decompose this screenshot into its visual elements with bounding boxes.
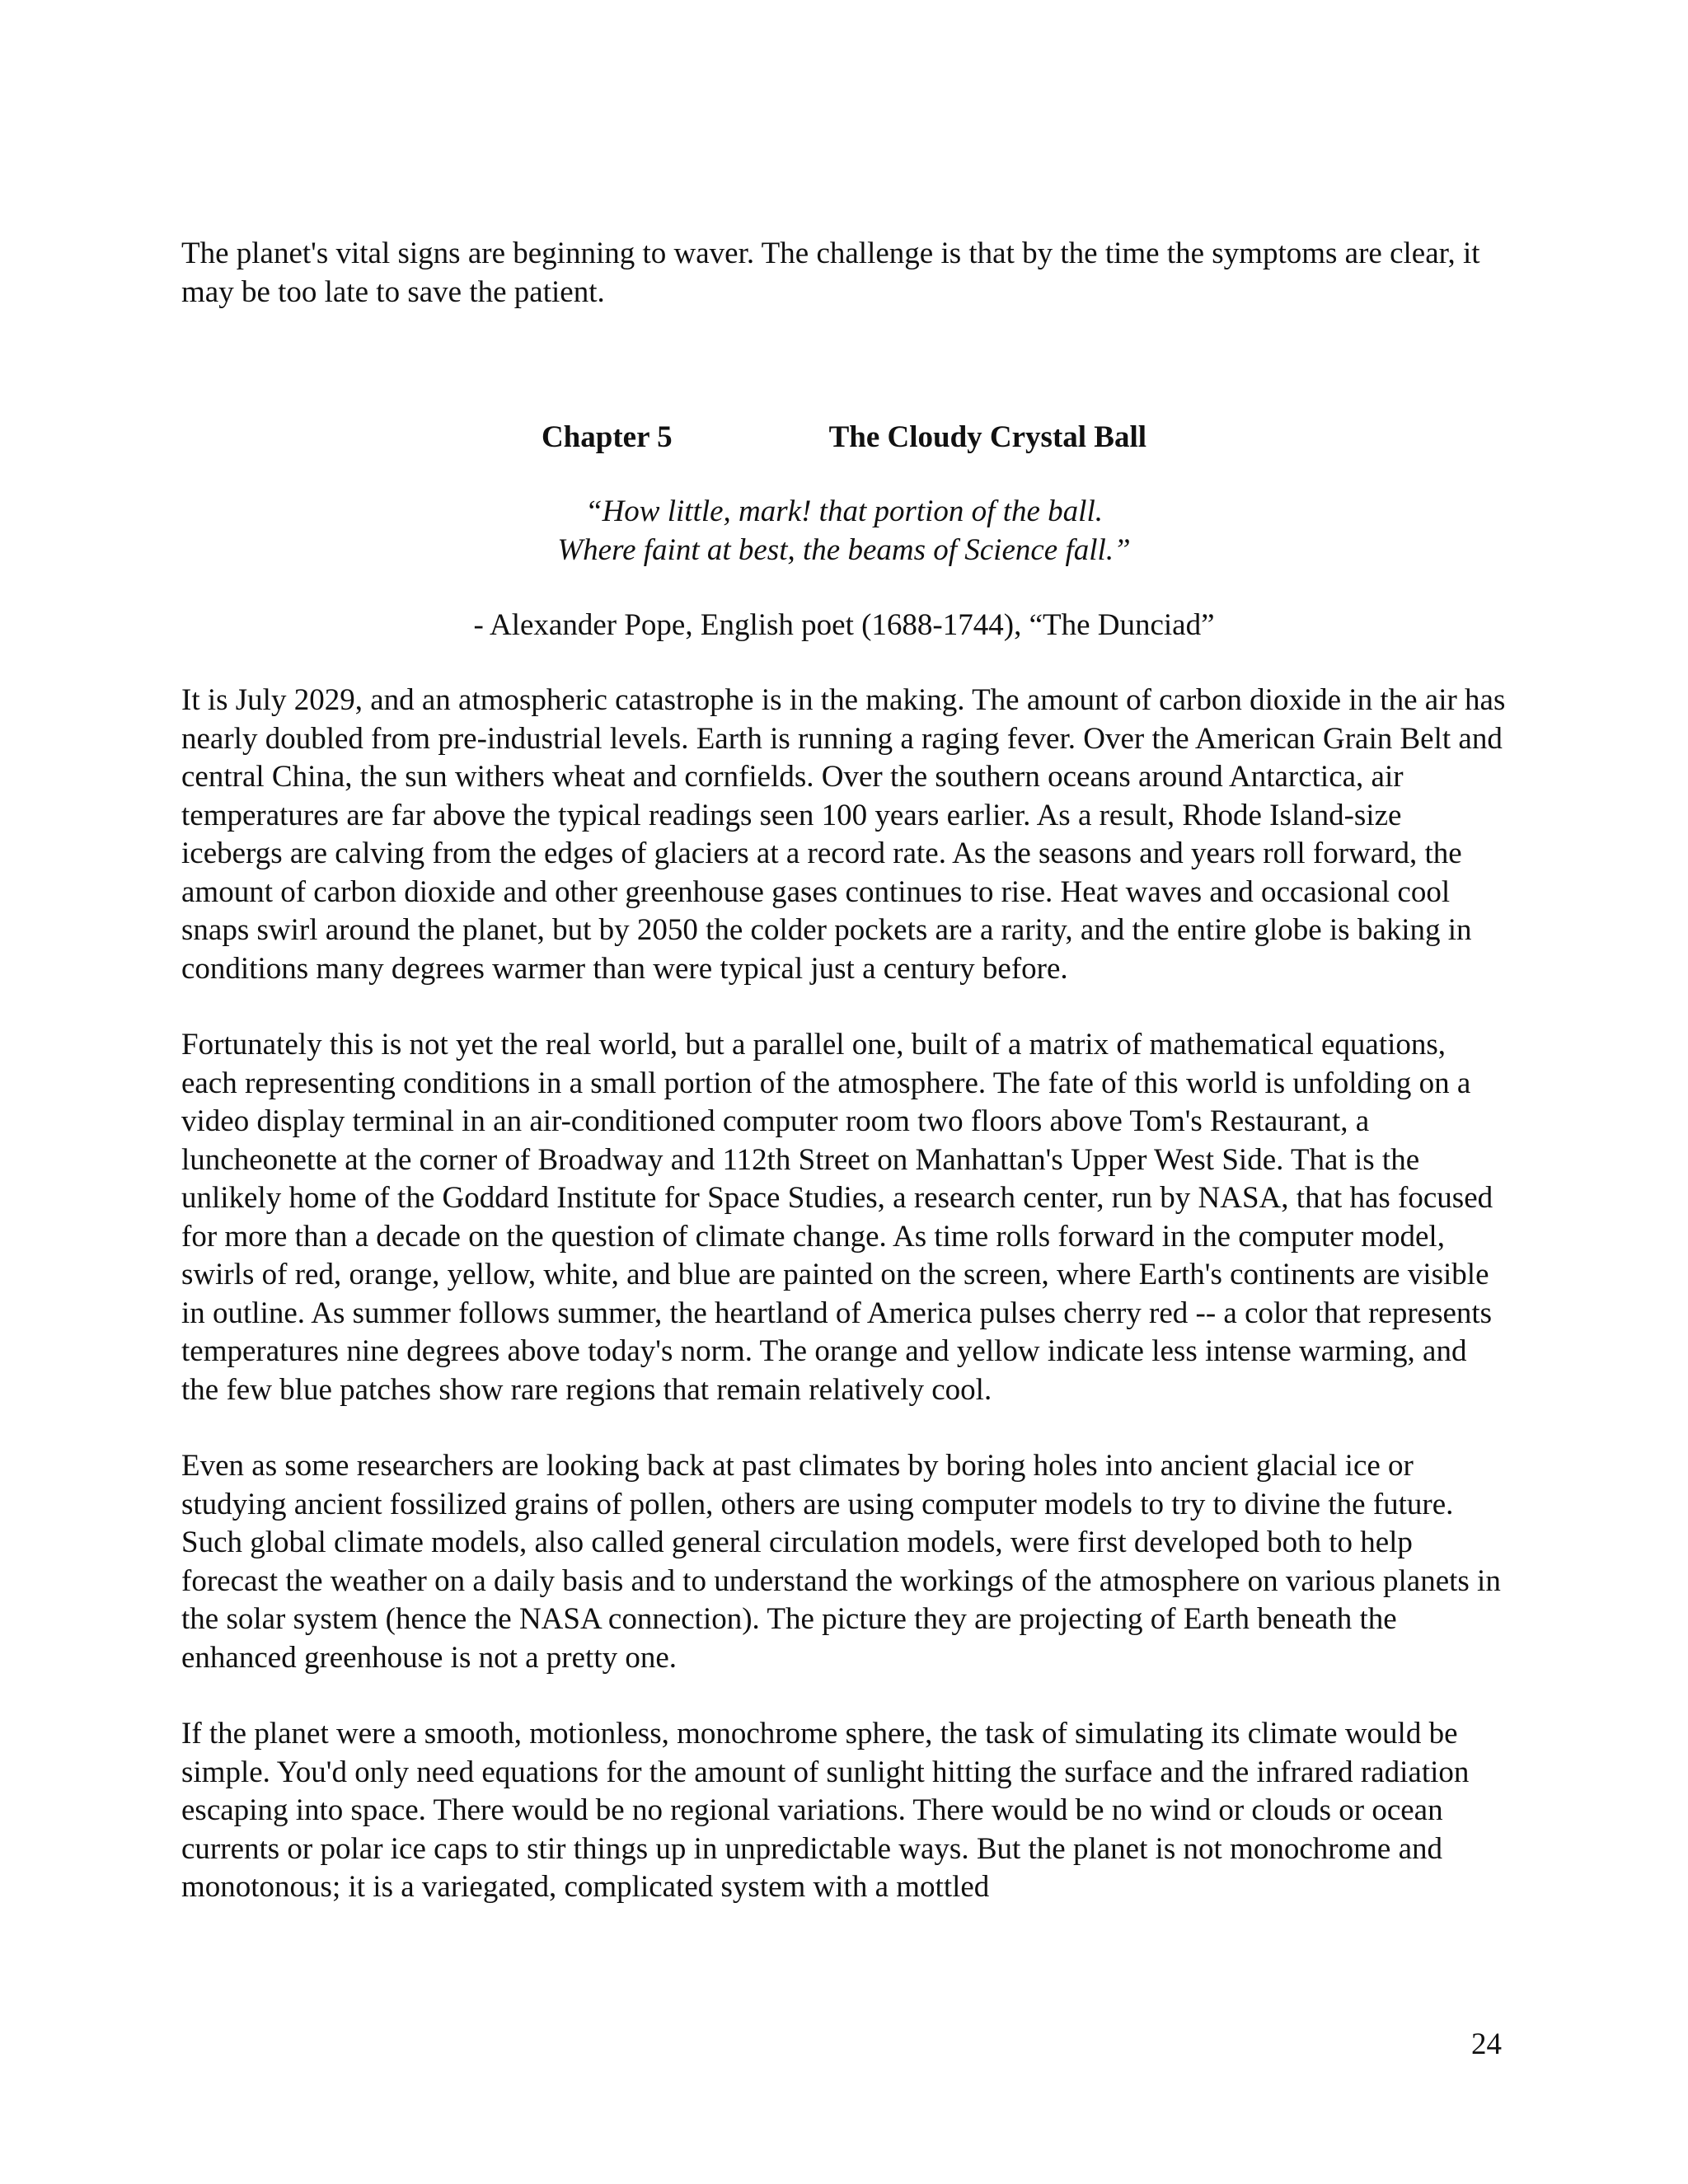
chapter-heading bbox=[181, 419, 1507, 457]
chapter-number: Chapter 5 bbox=[541, 420, 673, 454]
page-number: 24 bbox=[1471, 2027, 1502, 2061]
epigraph-line-2: Where faint at best, the beams of Science fall.” bbox=[557, 532, 1131, 567]
epigraph bbox=[181, 493, 1507, 569]
paragraph-4: If the planet were a smooth, motionless, monochrome sphere, the task of simulating its climate would be simple. You'd only need equations for the amount of sunlight hitting the surface and the infrared radiation escaping into space. There would be no regional variations. There would be no wind or clouds or ocean currents or polar ice caps to stir things up in unpredictable ways. But the planet is not monochrome and monotonous; it is a variegated, complicated system with a mottled bbox=[181, 1717, 1470, 1904]
intro-paragraph: The planet's vital signs are beginning to waver. The challenge is that by the time the symptoms are clear, it may be too late to save the patient. bbox=[181, 237, 1480, 309]
page-body bbox=[181, 235, 1507, 1907]
paragraph-1: It is July 2029, and an atmospheric catastrophe is in the making. The amount of carbon dioxide in the air has nearly doubled from pre-industrial levels. Earth is running a raging fever. Over the American Grain Belt and central China, the sun withers wheat and cornfields. Over the southern oceans around Antarctica, air temperatures are far above the typical readings seen 100 years earlier. As a result, Rhode Island-size icebergs are calving from the edges of glaciers at a record rate. As the seasons and years roll forward, the amount of carbon dioxide and other greenhouse gases continues to rise. Heat waves and occasional cool snaps swirl around the planet, but by 2050 the colder pockets are a rarity, and the entire globe is baking in conditions many degrees warmer than were typical just a century before. bbox=[181, 683, 1506, 986]
paragraph-3: Even as some researchers are looking back at past climates by boring holes into ancient glacial ice or studying ancient fossilized grains of pollen, others are using computer models to try to divine the future. Such global climate models, also called general circulation models, were first developed both to help forecast the weather on a daily basis and to understand the workings of the atmosphere on various planets in the solar system (hence the NASA connection). The picture they are projecting of Earth beneath the enhanced greenhouse is not a pretty one. bbox=[181, 1449, 1501, 1675]
paragraph-2: Fortunately this is not yet the real world, but a parallel one, built of a matrix of mathematical equations, each representing conditions in a small portion of the atmosphere. The fate of this world is unfolding on a video display terminal in an air-conditioned computer room two floors above Tom's Restaurant, a luncheonette at the corner of Broadway and 112th Street on Manhattan's Upper West Side. That is the unlikely home of the Goddard Institute for Space Studies, a research center, run by NASA, that has focused for more than a decade on the question of climate change. As time rolls forward in the computer model, swirls of red, orange, yellow, white, and blue are painted on the screen, where Earth's continents are visible in outline. As summer follows summer, the heartland of America pulses cherry red -- a color that represents temperatures nine degrees above today's norm. The orange and yellow indicate less intense warming, and the few blue patches show rare regions that remain relatively cool. bbox=[181, 1028, 1493, 1407]
chapter-title: The Cloudy Crystal Ball bbox=[828, 420, 1147, 454]
epigraph-attribution: - Alexander Pope, English poet (1688-1744), “The Dunciad” bbox=[473, 608, 1215, 642]
epigraph-line-1: “How little, mark! that portion of the ball. bbox=[585, 494, 1103, 528]
